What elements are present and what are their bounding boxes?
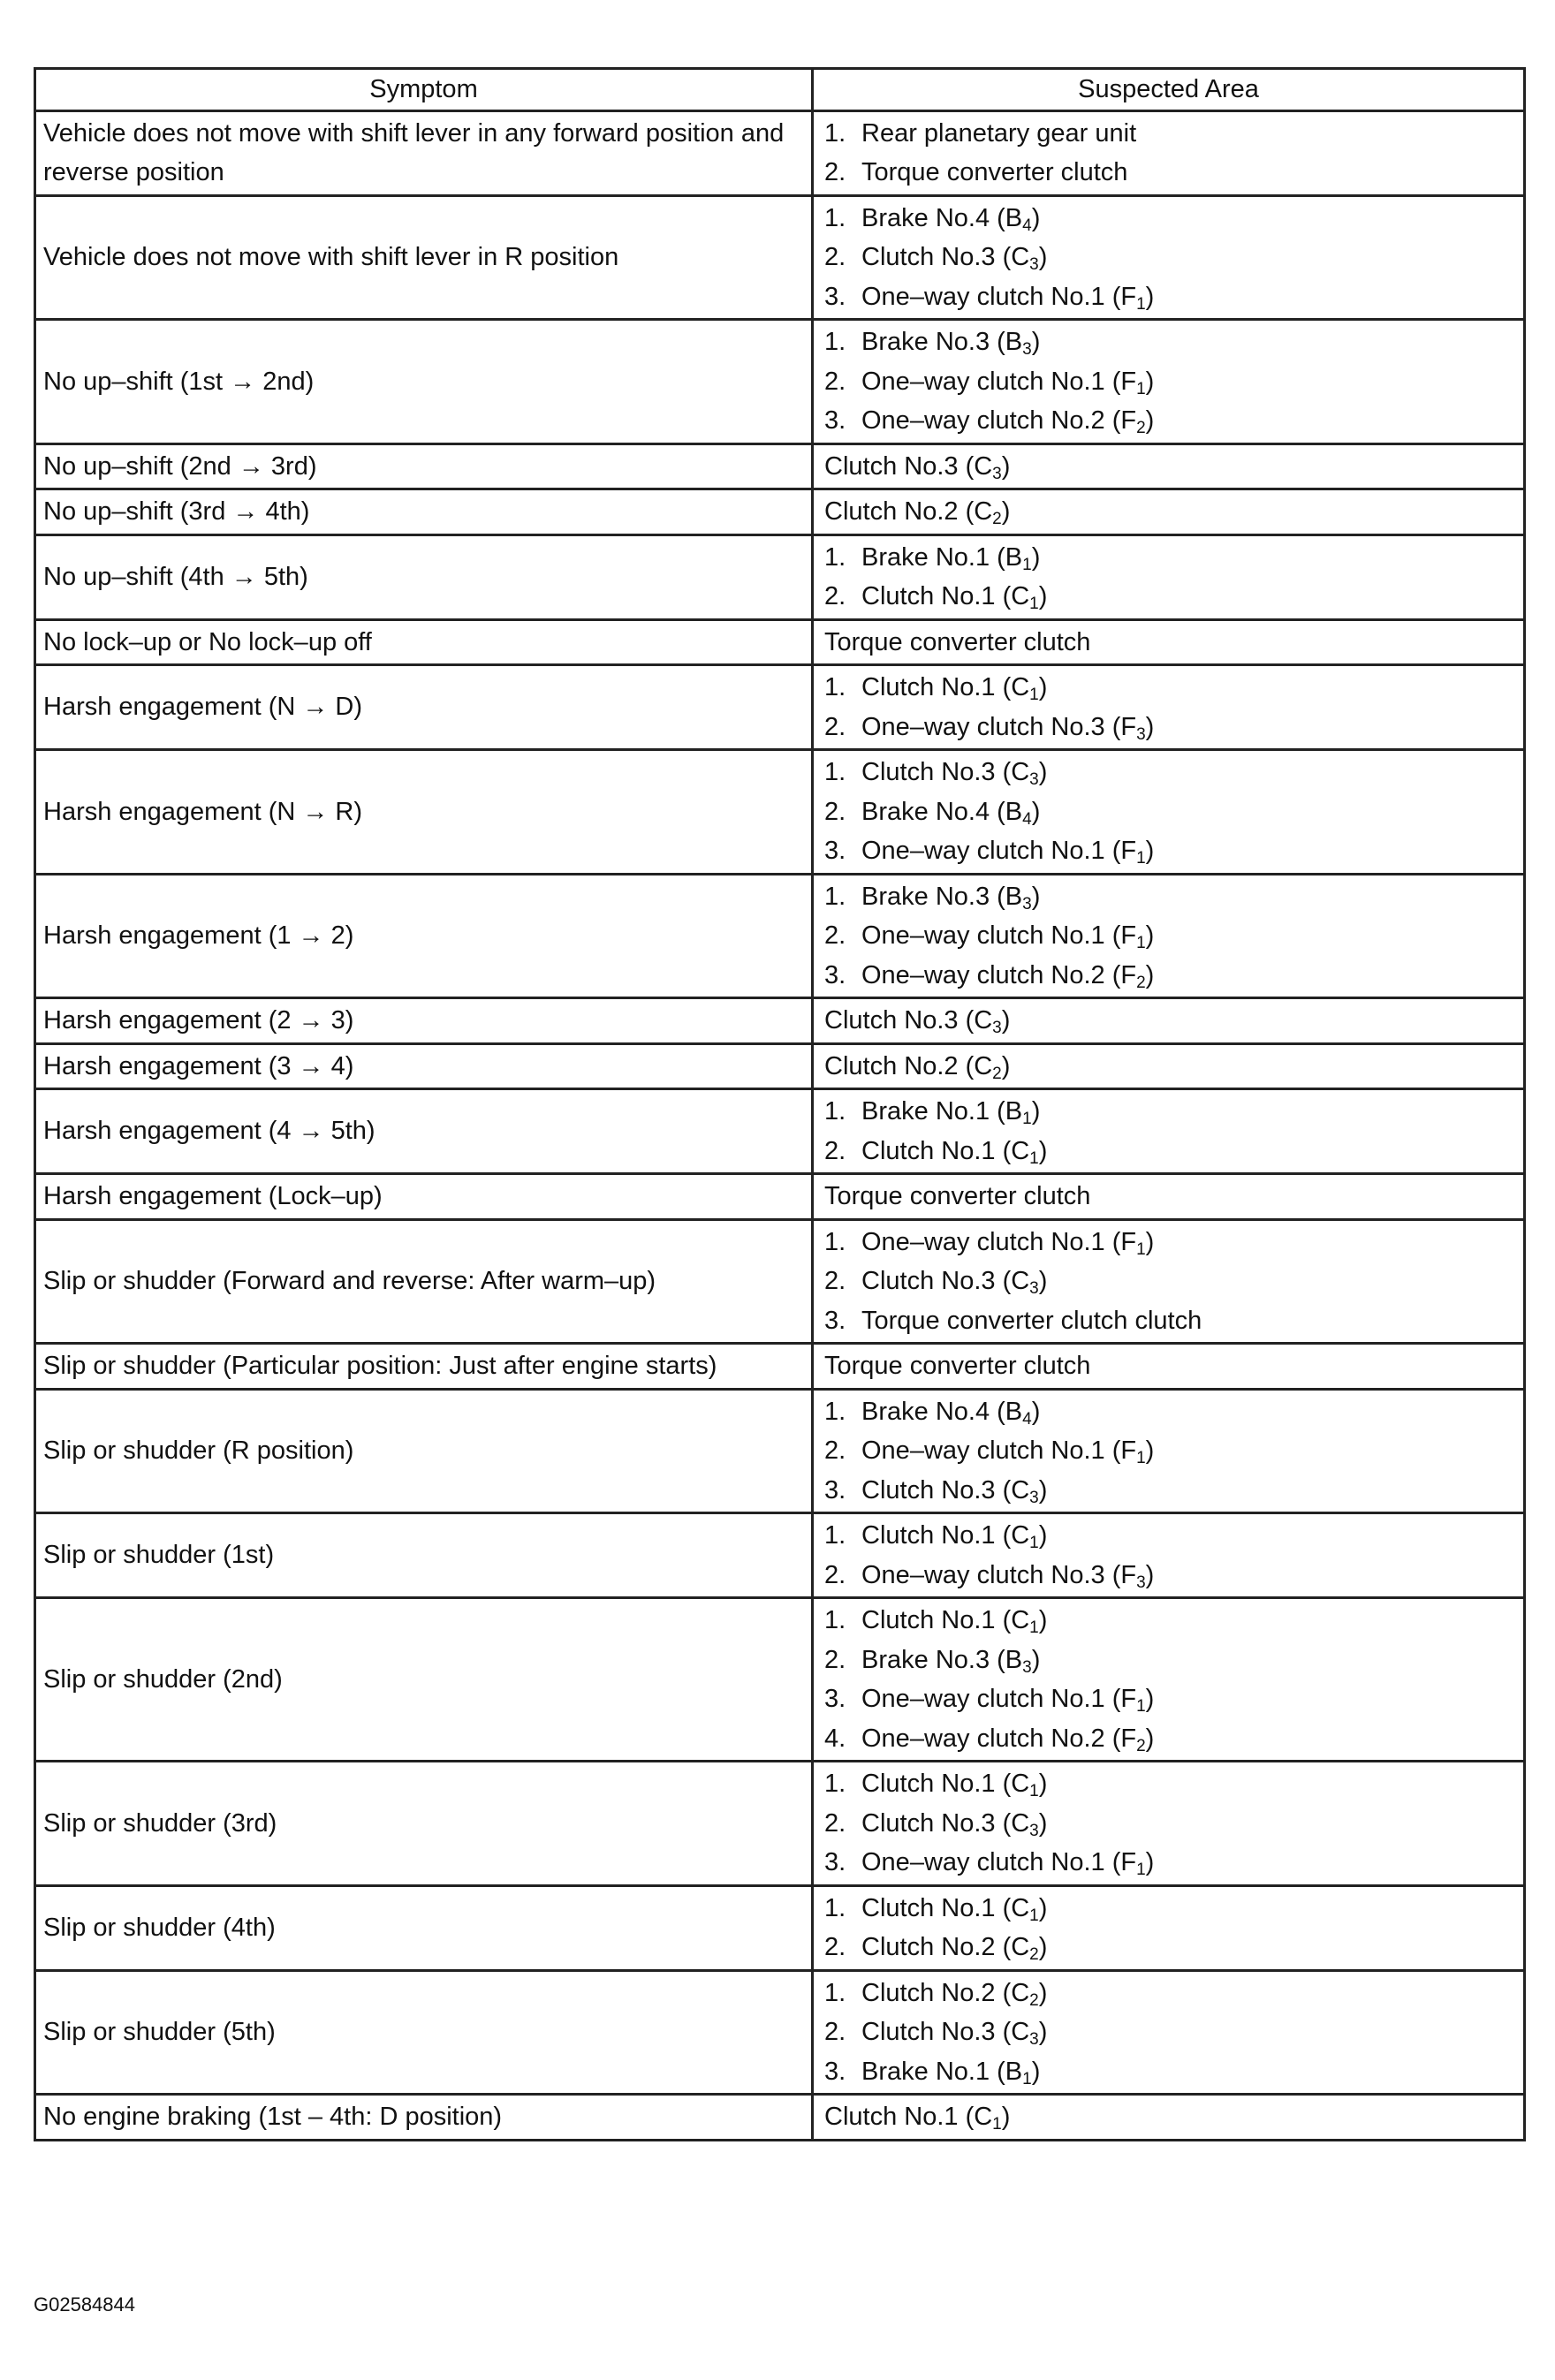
area-item-subscript: 3 bbox=[1029, 255, 1039, 274]
area-item-subscript: 3 bbox=[1022, 340, 1032, 359]
area-item-subscript: 1 bbox=[992, 2115, 1002, 2134]
symptom-cell: Harsh engagement (1 → 2) bbox=[35, 874, 813, 998]
area-item-text: Brake No.3 (B bbox=[861, 882, 1023, 911]
area-item-suffix: ) bbox=[1145, 712, 1155, 741]
area-item-subscript: 1 bbox=[1136, 1861, 1146, 1879]
table-row bbox=[35, 1043, 1525, 1089]
area-item-number: 2. bbox=[824, 243, 846, 271]
area-item bbox=[824, 1843, 1516, 1883]
area-item-text: Clutch No.1 (C bbox=[861, 1136, 1030, 1165]
header-suspected-area: Suspected Area bbox=[813, 69, 1525, 111]
area-item-text: Clutch No.3 (C bbox=[861, 1267, 1030, 1295]
suspected-area-cell bbox=[813, 1089, 1525, 1174]
area-item-suffix: ) bbox=[1031, 1645, 1041, 1674]
area-item-suffix: ) bbox=[1038, 673, 1048, 701]
area-item-suffix: ) bbox=[1145, 1436, 1155, 1465]
area-item-text: One–way clutch No.1 (F bbox=[861, 1848, 1137, 1876]
area-item-text: Brake No.1 (B bbox=[861, 1097, 1023, 1126]
symptom-cell: Harsh engagement (N → R) bbox=[35, 750, 813, 875]
area-item bbox=[824, 2012, 1516, 2052]
area-item-suffix: ) bbox=[1038, 1933, 1048, 1961]
area-item-subscript: 1 bbox=[1029, 595, 1039, 613]
area-item-text: Clutch No.3 (C bbox=[861, 1475, 1030, 1505]
area-item-text: Torque converter clutch bbox=[824, 627, 1091, 656]
area-item-text: Clutch No.3 (C bbox=[824, 1006, 993, 1035]
area-item-number: 3. bbox=[824, 1685, 846, 1713]
area-item-number: 3. bbox=[824, 837, 846, 865]
area-item-subscript: 2 bbox=[1029, 1945, 1039, 1964]
area-item-suffix: ) bbox=[1038, 1475, 1048, 1505]
area-item-number: 3. bbox=[824, 282, 846, 311]
table-row bbox=[35, 1174, 1525, 1220]
area-item-number: 2. bbox=[824, 1436, 846, 1465]
area-item-text: Clutch No.1 (C bbox=[861, 1893, 1030, 1922]
area-item-subscript: 1 bbox=[1029, 1618, 1039, 1637]
area-item-text: One–way clutch No.1 (F bbox=[861, 1436, 1137, 1465]
area-item bbox=[824, 753, 1516, 792]
area-item bbox=[824, 708, 1516, 747]
area-item-suffix: ) bbox=[1038, 1893, 1048, 1922]
area-item-subscript: 2 bbox=[992, 510, 1002, 528]
area-item-suffix: ) bbox=[1031, 882, 1041, 911]
area-item-subscript: 4 bbox=[1022, 1409, 1032, 1429]
table-row bbox=[35, 489, 1525, 535]
area-item bbox=[824, 1177, 1516, 1217]
area-item bbox=[824, 1601, 1516, 1641]
area-item-text: Clutch No.1 (C bbox=[824, 2103, 993, 2131]
area-item-number: 3. bbox=[824, 1475, 846, 1505]
area-item-number: 2. bbox=[824, 1808, 846, 1838]
area-item-number: 2. bbox=[824, 712, 846, 741]
area-item-text: One–way clutch No.1 (F bbox=[861, 1227, 1137, 1256]
area-item-subscript: 1 bbox=[1029, 686, 1039, 704]
area-item-subscript: 2 bbox=[1029, 1990, 1039, 2010]
area-item-suffix: ) bbox=[1038, 582, 1048, 610]
area-item-text: Brake No.1 (B bbox=[861, 542, 1023, 572]
area-item-suffix: ) bbox=[1031, 542, 1041, 572]
area-item-subscript: 3 bbox=[1136, 724, 1146, 744]
area-item-suffix: ) bbox=[1031, 2057, 1041, 2086]
area-item bbox=[824, 1047, 1516, 1087]
area-item bbox=[824, 577, 1516, 617]
area-item bbox=[824, 1431, 1516, 1471]
area-item-suffix: ) bbox=[1038, 1770, 1048, 1798]
area-item bbox=[824, 153, 1516, 193]
area-item-subscript: 3 bbox=[1136, 1573, 1146, 1592]
area-item-text: Clutch No.3 (C bbox=[861, 1808, 1030, 1838]
area-item-number: 1. bbox=[824, 1770, 846, 1798]
area-item-subscript: 3 bbox=[992, 1019, 1002, 1037]
figure-id: G02584844 bbox=[34, 2293, 135, 2316]
area-item-text: Clutch No.1 (C bbox=[861, 1606, 1030, 1634]
area-item-number: 2. bbox=[824, 1136, 846, 1165]
area-item bbox=[824, 668, 1516, 708]
table-row bbox=[35, 665, 1525, 750]
area-item-subscript: 1 bbox=[1022, 2069, 1032, 2088]
suspected-area-cell bbox=[813, 1513, 1525, 1598]
area-item-number: 3. bbox=[824, 960, 846, 989]
area-item-number: 1. bbox=[824, 758, 846, 786]
area-item-number: 3. bbox=[824, 1848, 846, 1876]
area-item-text: Brake No.3 (B bbox=[861, 328, 1023, 356]
area-item-number: 2. bbox=[824, 1645, 846, 1674]
area-item-suffix: ) bbox=[1001, 451, 1011, 481]
symptom-cell: Slip or shudder (4th) bbox=[35, 1885, 813, 1970]
area-item-number: 1. bbox=[824, 203, 846, 232]
area-item bbox=[824, 792, 1516, 832]
table-row bbox=[35, 110, 1525, 195]
area-item-subscript: 2 bbox=[1136, 419, 1146, 437]
header-symptom: Symptom bbox=[35, 69, 813, 111]
area-item-suffix: ) bbox=[1038, 1136, 1048, 1165]
area-item-subscript: 1 bbox=[1136, 1697, 1146, 1716]
area-item-suffix: ) bbox=[1031, 1097, 1041, 1126]
area-item bbox=[824, 1471, 1516, 1511]
area-item bbox=[824, 2097, 1516, 2137]
symptom-cell: Slip or shudder (1st) bbox=[35, 1513, 813, 1598]
area-item-number: 2. bbox=[824, 797, 846, 826]
symptom-cell: Vehicle does not move with shift lever in R position bbox=[35, 195, 813, 320]
table-row bbox=[35, 2095, 1525, 2141]
area-item bbox=[824, 1516, 1516, 1556]
area-item-text: One–way clutch No.3 (F bbox=[861, 712, 1137, 741]
table-row bbox=[35, 534, 1525, 619]
suspected-area-cell bbox=[813, 489, 1525, 535]
area-item-number: 1. bbox=[824, 1097, 846, 1126]
table-row bbox=[35, 1885, 1525, 1970]
table-row bbox=[35, 320, 1525, 444]
suspected-area-cell bbox=[813, 998, 1525, 1044]
area-item-suffix: ) bbox=[1145, 282, 1155, 311]
suspected-area-cell bbox=[813, 619, 1525, 665]
symptom-cell: No up–shift (2nd → 3rd) bbox=[35, 443, 813, 489]
area-item-text: Torque converter clutch bbox=[861, 158, 1128, 186]
area-item-suffix: ) bbox=[1038, 1267, 1048, 1295]
symptom-cell: Vehicle does not move with shift lever in any forward position and reverse position bbox=[35, 110, 813, 195]
suspected-area-cell bbox=[813, 443, 1525, 489]
area-item-number: 1. bbox=[824, 1521, 846, 1550]
area-item-subscript: 2 bbox=[1136, 973, 1146, 992]
area-item-text: Clutch No.2 (C bbox=[824, 1051, 993, 1080]
area-item-suffix: ) bbox=[1145, 1724, 1155, 1753]
area-item-suffix: ) bbox=[1001, 2103, 1011, 2131]
symptom-cell: Slip or shudder (Particular position: Just after engine starts) bbox=[35, 1344, 813, 1390]
suspected-area-cell bbox=[813, 1885, 1525, 1970]
area-item-suffix: ) bbox=[1145, 367, 1155, 396]
suspected-area-cell bbox=[813, 195, 1525, 320]
area-item-suffix: ) bbox=[1038, 1808, 1048, 1838]
table-row bbox=[35, 1389, 1525, 1513]
symptom-cell: Slip or shudder (3rd) bbox=[35, 1762, 813, 1886]
area-item-suffix: ) bbox=[1038, 1978, 1048, 2007]
area-item-suffix: ) bbox=[1145, 1227, 1155, 1256]
area-item-subscript: 1 bbox=[1136, 934, 1146, 952]
area-item-text: Clutch No.2 (C bbox=[824, 497, 993, 526]
area-item bbox=[824, 1889, 1516, 1929]
symptom-cell: Harsh engagement (Lock–up) bbox=[35, 1174, 813, 1220]
area-item-subscript: 4 bbox=[1022, 216, 1032, 235]
table-row bbox=[35, 1089, 1525, 1174]
area-item bbox=[824, 538, 1516, 578]
area-item-number: 2. bbox=[824, 921, 846, 950]
area-item bbox=[824, 831, 1516, 871]
suspected-area-cell bbox=[813, 2095, 1525, 2141]
area-item-text: One–way clutch No.1 (F bbox=[861, 282, 1137, 311]
symptom-cell: Harsh engagement (3 → 4) bbox=[35, 1043, 813, 1089]
area-item-subscript: 3 bbox=[1029, 1821, 1039, 1840]
document-page bbox=[34, 67, 1523, 2141]
suspected-area-cell bbox=[813, 1389, 1525, 1513]
suspected-area-cell bbox=[813, 534, 1525, 619]
suspected-area-cell bbox=[813, 1174, 1525, 1220]
symptom-cell: No engine braking (1st – 4th: D position) bbox=[35, 2095, 813, 2141]
area-item-number: 2. bbox=[824, 582, 846, 610]
area-item-text: Clutch No.1 (C bbox=[861, 1770, 1030, 1798]
area-item-text: Brake No.4 (B bbox=[861, 797, 1023, 826]
area-item-subscript: 1 bbox=[1022, 1110, 1032, 1128]
suspected-area-cell bbox=[813, 1970, 1525, 2095]
table-row bbox=[35, 874, 1525, 998]
suspected-area-cell bbox=[813, 320, 1525, 444]
area-item-text: Rear planetary gear unit bbox=[861, 118, 1137, 148]
area-item-number: 1. bbox=[824, 118, 846, 148]
area-item bbox=[824, 1392, 1516, 1432]
area-item-number: 1. bbox=[824, 542, 846, 572]
area-item bbox=[824, 1974, 1516, 2013]
area-item-suffix: ) bbox=[1145, 921, 1155, 950]
area-item-subscript: 3 bbox=[1029, 1279, 1039, 1298]
area-item-subscript: 3 bbox=[1022, 894, 1032, 913]
area-item-text: Clutch No.1 (C bbox=[861, 1521, 1030, 1550]
area-item bbox=[824, 1764, 1516, 1804]
area-item-number: 1. bbox=[824, 673, 846, 701]
area-item-number: 3. bbox=[824, 406, 846, 435]
area-item bbox=[824, 2052, 1516, 2092]
area-item-number: 2. bbox=[824, 2018, 846, 2046]
area-item-suffix: ) bbox=[1145, 1560, 1155, 1589]
table-row bbox=[35, 619, 1525, 665]
area-item bbox=[824, 1346, 1516, 1386]
area-item bbox=[824, 401, 1516, 441]
area-item-number: 3. bbox=[824, 2057, 846, 2086]
area-item-suffix: ) bbox=[1038, 1606, 1048, 1634]
area-item-number: 1. bbox=[824, 1606, 846, 1634]
area-item-subscript: 1 bbox=[1029, 1782, 1039, 1800]
area-item bbox=[824, 362, 1516, 402]
area-item-suffix: ) bbox=[1145, 1848, 1155, 1876]
area-item bbox=[824, 1223, 1516, 1262]
area-item-text: Clutch No.3 (C bbox=[861, 758, 1030, 786]
area-item-text: One–way clutch No.1 (F bbox=[861, 1685, 1137, 1713]
area-item-suffix: ) bbox=[1145, 406, 1155, 435]
area-item-text: Torque converter clutch bbox=[824, 1352, 1091, 1380]
area-item-text: Brake No.3 (B bbox=[861, 1645, 1023, 1674]
table-body bbox=[35, 110, 1525, 2140]
area-item-subscript: 1 bbox=[1029, 1148, 1039, 1168]
area-item-text: One–way clutch No.2 (F bbox=[861, 406, 1137, 435]
symptom-cell: No up–shift (1st → 2nd) bbox=[35, 320, 813, 444]
area-item-text: One–way clutch No.2 (F bbox=[861, 1724, 1137, 1753]
suspected-area-cell bbox=[813, 1762, 1525, 1886]
area-item-suffix: ) bbox=[1145, 1685, 1155, 1713]
area-item-subscript: 1 bbox=[1136, 1239, 1146, 1259]
area-item bbox=[824, 623, 1516, 663]
table-row bbox=[35, 1513, 1525, 1598]
area-item-subscript: 1 bbox=[1029, 1906, 1039, 1925]
area-item-text: One–way clutch No.1 (F bbox=[861, 921, 1137, 950]
area-item bbox=[824, 1001, 1516, 1041]
area-item-subscript: 1 bbox=[1136, 1449, 1146, 1467]
area-item-subscript: 3 bbox=[1029, 1488, 1039, 1507]
area-item-suffix: ) bbox=[1031, 203, 1041, 232]
area-item-subscript: 1 bbox=[1136, 379, 1146, 398]
area-item-number: 1. bbox=[824, 882, 846, 911]
area-item-subscript: 3 bbox=[1029, 2030, 1039, 2049]
area-item bbox=[824, 447, 1516, 487]
area-item-suffix: ) bbox=[1001, 1006, 1011, 1035]
symptom-cell: Slip or shudder (2nd) bbox=[35, 1598, 813, 1762]
area-item-number: 3. bbox=[824, 1306, 846, 1335]
area-item-subscript: 1 bbox=[1029, 1534, 1039, 1552]
symptom-cell: No lock–up or No lock–up off bbox=[35, 619, 813, 665]
area-item bbox=[824, 1092, 1516, 1132]
area-item-suffix: ) bbox=[1001, 497, 1011, 526]
area-item-number: 2. bbox=[824, 158, 846, 186]
area-item-text: Torque converter clutch bbox=[824, 1182, 1091, 1210]
suspected-area-cell bbox=[813, 750, 1525, 875]
area-item-suffix: ) bbox=[1031, 1397, 1041, 1426]
area-item-number: 2. bbox=[824, 1267, 846, 1295]
table-row bbox=[35, 1598, 1525, 1762]
area-item-subscript: 2 bbox=[992, 1064, 1002, 1083]
area-item bbox=[824, 322, 1516, 362]
area-item-text: Clutch No.1 (C bbox=[861, 582, 1030, 610]
suspected-area-cell bbox=[813, 110, 1525, 195]
suspected-area-cell bbox=[813, 1598, 1525, 1762]
symptom-cell: No up–shift (4th → 5th) bbox=[35, 534, 813, 619]
suspected-area-cell bbox=[813, 1043, 1525, 1089]
area-item bbox=[824, 1804, 1516, 1844]
table-row bbox=[35, 750, 1525, 875]
area-item-text: Clutch No.2 (C bbox=[861, 1933, 1030, 1961]
area-item-number: 1. bbox=[824, 1397, 846, 1426]
suspected-area-cell bbox=[813, 665, 1525, 750]
area-item-suffix: ) bbox=[1001, 1051, 1011, 1080]
area-item bbox=[824, 238, 1516, 277]
area-item-text: Clutch No.3 (C bbox=[861, 2018, 1030, 2046]
area-item-suffix: ) bbox=[1031, 328, 1041, 356]
area-item-subscript: 3 bbox=[1029, 770, 1039, 789]
symptom-cell: Slip or shudder (R position) bbox=[35, 1389, 813, 1513]
area-item-subscript: 3 bbox=[992, 464, 1002, 483]
area-item-text: Brake No.1 (B bbox=[861, 2057, 1023, 2086]
area-item-number: 2. bbox=[824, 1560, 846, 1589]
area-item-suffix: ) bbox=[1038, 758, 1048, 786]
area-item-text: Clutch No.3 (C bbox=[861, 243, 1030, 271]
area-item-text: Clutch No.2 (C bbox=[861, 1978, 1030, 2007]
area-item bbox=[824, 1132, 1516, 1171]
area-item-suffix: ) bbox=[1038, 2018, 1048, 2046]
area-item-number: 1. bbox=[824, 328, 846, 356]
area-item bbox=[824, 1928, 1516, 1967]
area-item-text: One–way clutch No.1 (F bbox=[861, 367, 1137, 396]
area-item-subscript: 1 bbox=[1022, 555, 1032, 574]
area-item-text: One–way clutch No.3 (F bbox=[861, 1560, 1137, 1589]
area-item-number: 4. bbox=[824, 1724, 846, 1753]
table-row bbox=[35, 1762, 1525, 1886]
table-row bbox=[35, 1344, 1525, 1390]
table-header-row bbox=[35, 69, 1525, 111]
area-item-text: One–way clutch No.2 (F bbox=[861, 960, 1137, 989]
area-item-text: Clutch No.1 (C bbox=[861, 673, 1030, 701]
area-item-number: 2. bbox=[824, 367, 846, 396]
suspected-area-cell bbox=[813, 1219, 1525, 1344]
area-item-suffix: ) bbox=[1145, 960, 1155, 989]
area-item-suffix: ) bbox=[1038, 1521, 1048, 1550]
area-item-text: Clutch No.3 (C bbox=[824, 451, 993, 481]
area-item bbox=[824, 277, 1516, 317]
table-row bbox=[35, 1219, 1525, 1344]
area-item-suffix: ) bbox=[1145, 837, 1155, 865]
area-item bbox=[824, 1556, 1516, 1596]
area-item bbox=[824, 1262, 1516, 1301]
symptom-cell: Slip or shudder (Forward and reverse: After warm–up) bbox=[35, 1219, 813, 1344]
area-item bbox=[824, 1719, 1516, 1759]
area-item bbox=[824, 956, 1516, 996]
area-item bbox=[824, 916, 1516, 956]
area-item-number: 1. bbox=[824, 1978, 846, 2007]
symptom-cell: Harsh engagement (4 → 5th) bbox=[35, 1089, 813, 1174]
area-item-subscript: 4 bbox=[1022, 809, 1032, 829]
table-row bbox=[35, 998, 1525, 1044]
area-item-subscript: 1 bbox=[1136, 849, 1146, 868]
area-item-number: 1. bbox=[824, 1893, 846, 1922]
symptom-cell: Slip or shudder (5th) bbox=[35, 1970, 813, 2095]
area-item-number: 2. bbox=[824, 1933, 846, 1961]
symptom-cell: Harsh engagement (2 → 3) bbox=[35, 998, 813, 1044]
area-item-text: Torque converter clutch clutch bbox=[861, 1306, 1202, 1335]
symptom-cell: Harsh engagement (N → D) bbox=[35, 665, 813, 750]
symptom-cell: No up–shift (3rd → 4th) bbox=[35, 489, 813, 535]
table-row bbox=[35, 195, 1525, 320]
suspected-area-cell bbox=[813, 874, 1525, 998]
area-item-text: Brake No.4 (B bbox=[861, 1397, 1023, 1426]
area-item bbox=[824, 492, 1516, 532]
area-item bbox=[824, 1641, 1516, 1680]
area-item-subscript: 2 bbox=[1136, 1736, 1146, 1755]
area-item bbox=[824, 114, 1516, 154]
diagnosis-table bbox=[34, 67, 1526, 2141]
area-item bbox=[824, 1679, 1516, 1719]
area-item-suffix: ) bbox=[1038, 243, 1048, 271]
table-row bbox=[35, 1970, 1525, 2095]
area-item-suffix: ) bbox=[1031, 797, 1041, 826]
table-row bbox=[35, 443, 1525, 489]
area-item bbox=[824, 877, 1516, 917]
suspected-area-cell bbox=[813, 1344, 1525, 1390]
area-item bbox=[824, 199, 1516, 239]
area-item-number: 1. bbox=[824, 1227, 846, 1256]
area-item-subscript: 3 bbox=[1022, 1657, 1032, 1677]
area-item-text: Brake No.4 (B bbox=[861, 203, 1023, 232]
area-item bbox=[824, 1301, 1516, 1341]
area-item-subscript: 1 bbox=[1136, 294, 1146, 314]
area-item-text: One–way clutch No.1 (F bbox=[861, 837, 1137, 865]
